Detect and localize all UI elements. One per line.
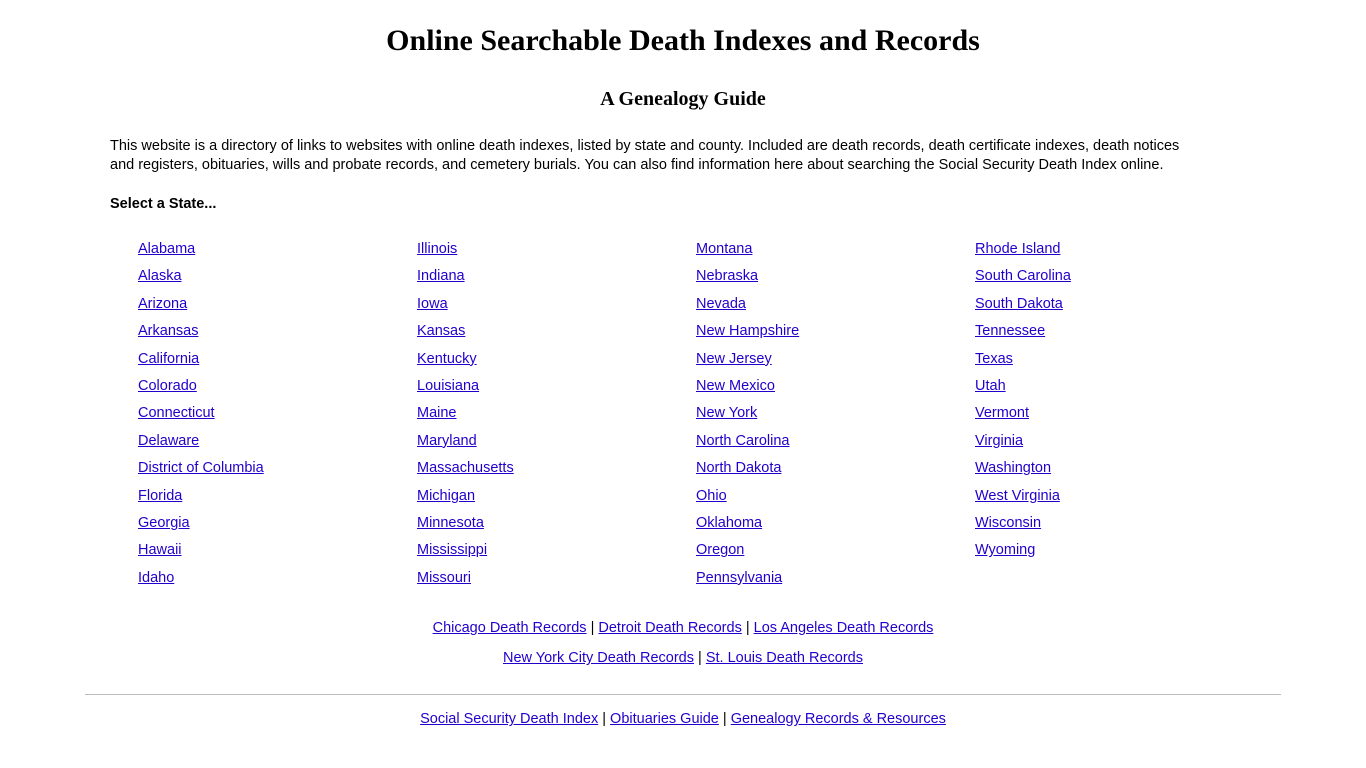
state-link-alabama[interactable]: Alabama <box>138 241 196 257</box>
footer-divider <box>85 694 1281 695</box>
link-new-york-city-death-records[interactable]: New York City Death Records <box>503 650 694 667</box>
state-link-arizona[interactable]: Arizona <box>138 295 188 312</box>
state-link-minnesota[interactable]: Minnesota <box>417 514 484 531</box>
state-link-oregon[interactable]: Oregon <box>696 542 745 559</box>
state-link-vermont[interactable]: Vermont <box>975 405 1029 422</box>
state-link-rhode-island[interactable]: Rhode Island <box>975 241 1061 257</box>
state-link-connecticut[interactable]: Connecticut <box>138 405 215 422</box>
state-link-mississippi[interactable]: Mississippi <box>417 542 488 559</box>
state-link-alaska[interactable]: Alaska <box>138 268 182 285</box>
state-column-1 <box>138 242 417 598</box>
state-link-new-york[interactable]: New York <box>696 405 758 422</box>
link-los-angeles-death-records[interactable]: Los Angeles Death Records <box>753 620 934 637</box>
state-link-nevada[interactable]: Nevada <box>696 295 746 312</box>
page-title: Online Searchable Death Indexes and Records <box>386 24 980 57</box>
state-link-tennessee[interactable]: Tennessee <box>975 323 1046 340</box>
link-social-security-death-index[interactable]: Social Security Death Index <box>420 711 599 728</box>
state-column-4 <box>975 242 1254 598</box>
state-link-maine[interactable]: Maine <box>417 405 457 422</box>
state-link-south-carolina[interactable]: South Carolina <box>975 268 1071 285</box>
state-link-new-jersey[interactable]: New Jersey <box>696 350 772 367</box>
link-separator: | <box>694 650 706 667</box>
state-link-hawaii[interactable]: Hawaii <box>138 542 182 559</box>
state-column-2 <box>417 242 696 598</box>
state-link-idaho[interactable]: Idaho <box>138 569 175 586</box>
state-link-montana[interactable]: Montana <box>696 241 753 257</box>
state-link-massachusetts[interactable]: Massachusetts <box>417 460 514 477</box>
intro-paragraph: This website is a directory of links to websites with online death indexes, listed by state and county. Included are death records, death certificate indexes, death notices and registers, obituaries, wills and probate records, and cemetery burials. You can also find information here about searching the Social Security Death Index online. <box>110 138 1180 173</box>
footer-links <box>0 711 1366 727</box>
link-detroit-death-records[interactable]: Detroit Death Records <box>598 620 742 637</box>
link-obituaries-guide[interactable]: Obituaries Guide <box>610 711 719 728</box>
link-separator: | <box>741 620 754 637</box>
state-link-oklahoma[interactable]: Oklahoma <box>696 514 763 531</box>
city-links-row-2 <box>0 650 1366 666</box>
link-st-louis-death-records[interactable]: St. Louis Death Records <box>705 650 863 667</box>
state-link-utah[interactable]: Utah <box>975 377 1006 394</box>
state-link-north-dakota[interactable]: North Dakota <box>696 460 782 477</box>
link-genealogy-records-resources[interactable]: Genealogy Records & Resources <box>730 711 946 728</box>
state-column-3 <box>696 242 975 598</box>
state-link-michigan[interactable]: Michigan <box>417 487 476 504</box>
page-root <box>0 24 1366 768</box>
state-link-kansas[interactable]: Kansas <box>417 323 466 340</box>
state-link-georgia[interactable]: Georgia <box>138 514 190 531</box>
state-link-wyoming[interactable]: Wyoming <box>975 542 1036 559</box>
state-link-indiana[interactable]: Indiana <box>417 268 465 285</box>
link-separator: | <box>586 620 599 637</box>
state-link-delaware[interactable]: Delaware <box>138 432 200 449</box>
state-link-nebraska[interactable]: Nebraska <box>696 268 759 285</box>
state-link-florida[interactable]: Florida <box>138 487 183 504</box>
page-subtitle: A Genealogy Guide <box>600 88 766 110</box>
state-link-missouri[interactable]: Missouri <box>417 569 471 586</box>
state-link-north-carolina[interactable]: North Carolina <box>696 432 790 449</box>
state-link-california[interactable]: California <box>138 350 200 367</box>
state-link-texas[interactable]: Texas <box>975 350 1013 367</box>
state-link-west-virginia[interactable]: West Virginia <box>975 487 1060 504</box>
state-link-wisconsin[interactable]: Wisconsin <box>975 514 1042 531</box>
state-link-illinois[interactable]: Illinois <box>417 241 458 257</box>
select-state-label: Select a State... <box>110 196 217 212</box>
state-link-south-dakota[interactable]: South Dakota <box>975 295 1063 312</box>
city-links-row-1 <box>0 620 1366 636</box>
state-link-washington[interactable]: Washington <box>975 460 1052 477</box>
state-link-ohio[interactable]: Ohio <box>696 487 727 504</box>
state-link-columns <box>0 242 1366 598</box>
state-link-colorado[interactable]: Colorado <box>138 377 197 394</box>
state-link-pennsylvania[interactable]: Pennsylvania <box>696 569 783 586</box>
link-chicago-death-records[interactable]: Chicago Death Records <box>432 620 587 637</box>
state-link-arkansas[interactable]: Arkansas <box>138 323 199 340</box>
link-separator: | <box>718 711 731 728</box>
state-link-louisiana[interactable]: Louisiana <box>417 377 480 394</box>
state-link-district-of-columbia[interactable]: District of Columbia <box>138 460 264 477</box>
state-link-new-hampshire[interactable]: New Hampshire <box>696 323 800 340</box>
state-link-maryland[interactable]: Maryland <box>417 432 477 449</box>
state-link-new-mexico[interactable]: New Mexico <box>696 377 775 394</box>
state-link-iowa[interactable]: Iowa <box>417 295 448 312</box>
link-separator: | <box>598 711 611 728</box>
state-link-kentucky[interactable]: Kentucky <box>417 350 477 367</box>
state-link-virginia[interactable]: Virginia <box>975 432 1024 449</box>
